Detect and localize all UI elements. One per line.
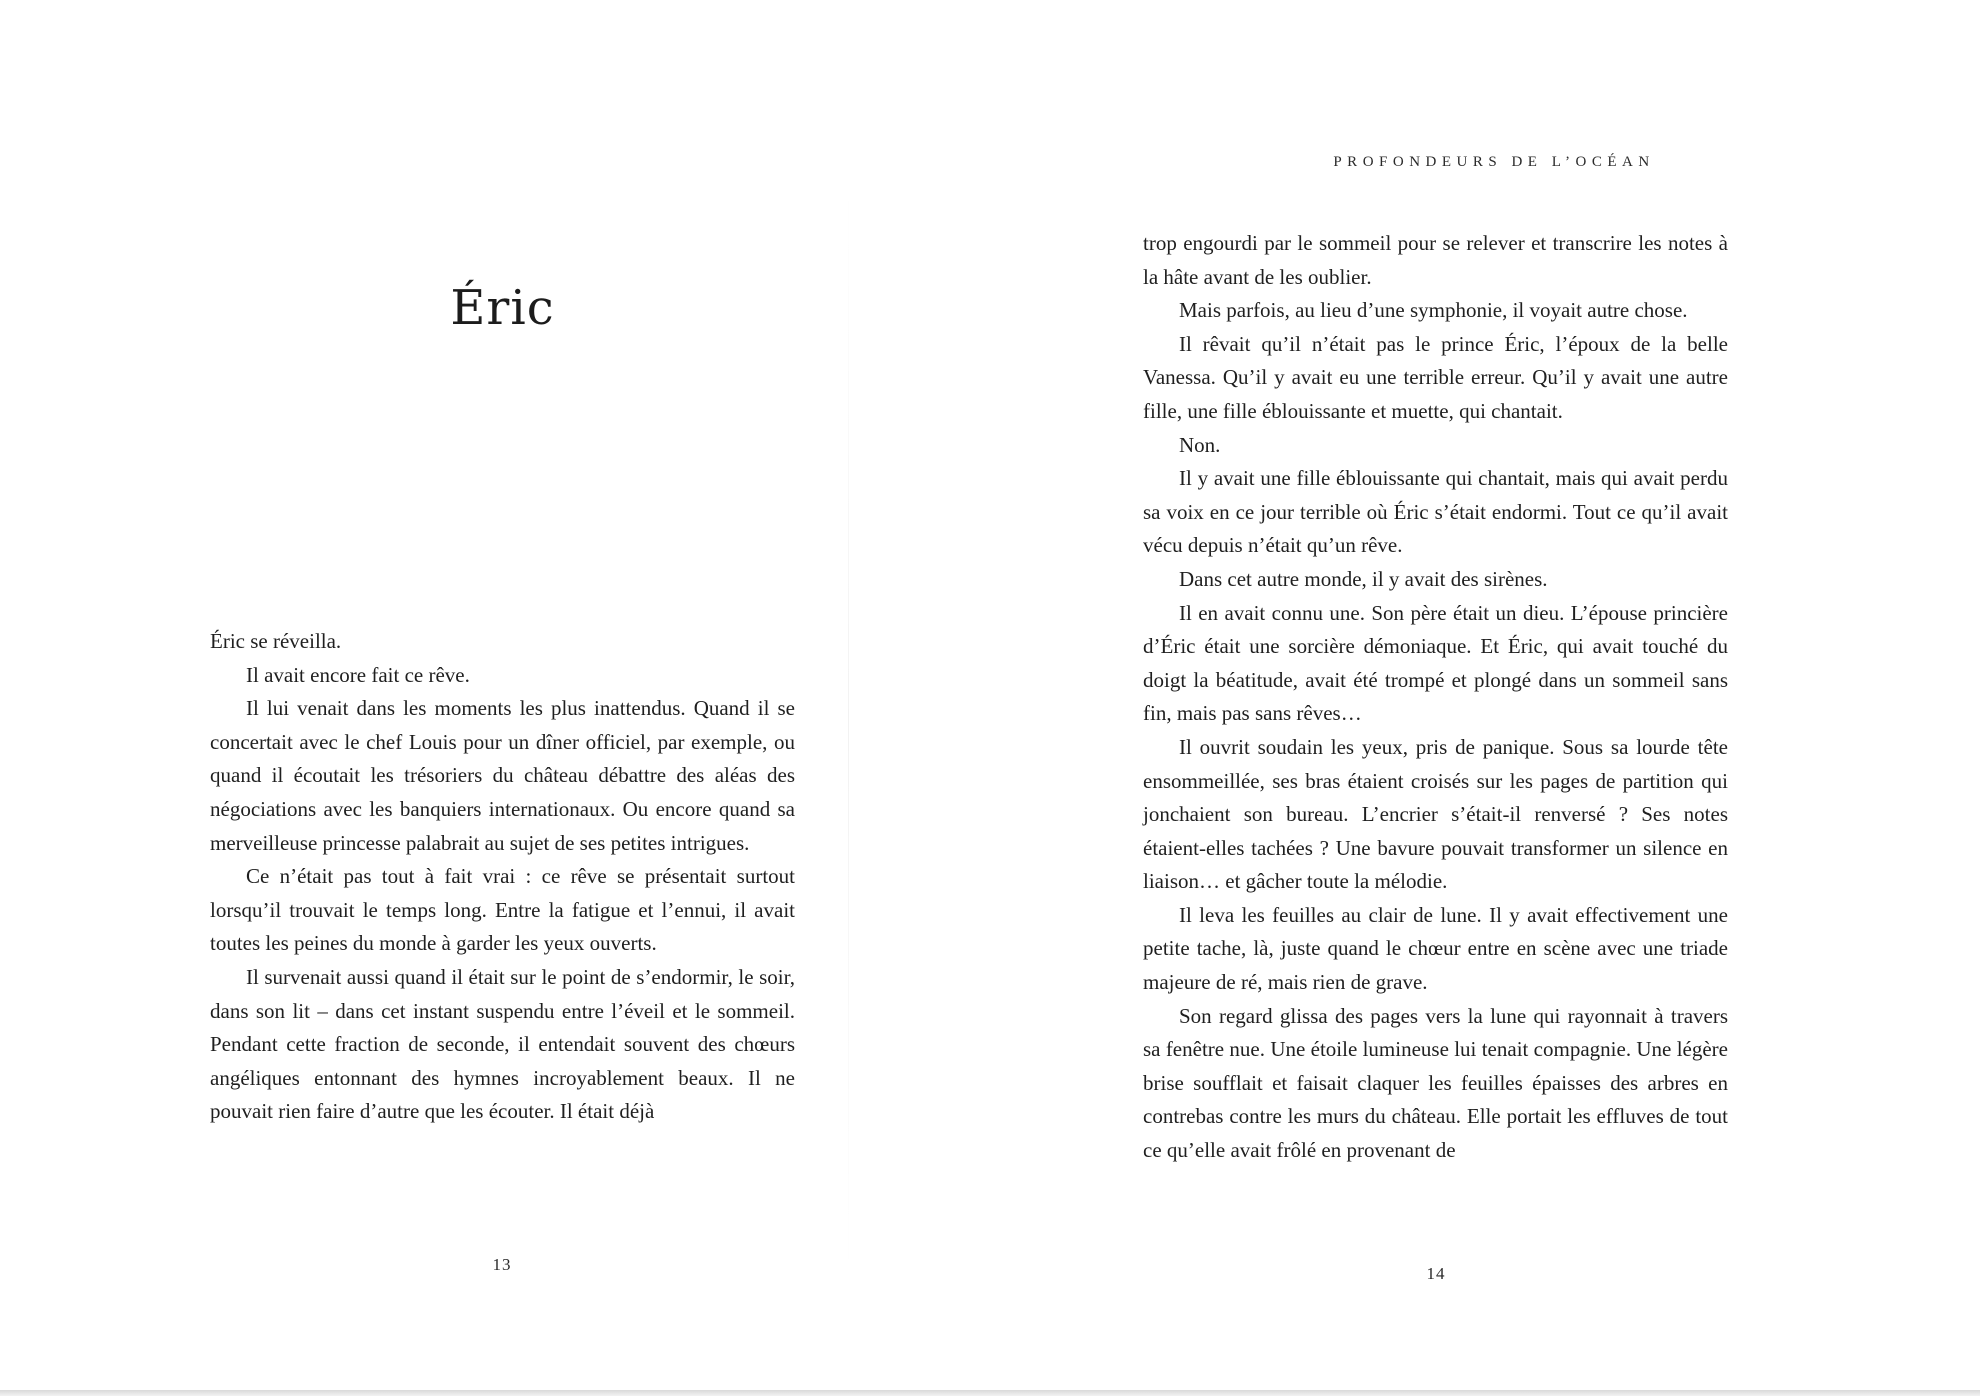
paragraph: Éric se réveilla. bbox=[210, 629, 342, 653]
right-page-body bbox=[1143, 227, 1728, 1168]
paragraph: Il en avait connu une. Son père était un dieu. L’épouse princière d’Éric était une sorcière démoniaque. Et Éric, qui avait touché du doigt la béatitude, avait été trompé et plongé dans un sommeil sans fin, mais pas sans rêves… bbox=[1143, 600, 1728, 726]
paragraph: trop engourdi par le sommeil pour se relever et transcrire les notes à la hâte avant de les oublier. bbox=[1143, 231, 1728, 289]
chapter-title: Éric bbox=[450, 280, 555, 336]
paragraph: Il lui venait dans les moments les plus inattendus. Quand il se concertait avec le chef Louis pour un dîner officiel, par exemple, ou quand il écoutait les trésoriers du château débattre des aléas des négociations avec les banquiers internationaux. Ou encore quand sa merveilleuse princesse palabrait au sujet de ses petites intrigues. bbox=[210, 696, 795, 855]
paragraph: Ce n’était pas tout à fait vrai : ce rêve se présentait surtout lorsqu’il trouvait le temps long. Entre la fatigue et l’ennui, il avait toutes les peines du monde à garder les yeux ouverts. bbox=[210, 864, 795, 956]
right-page bbox=[990, 0, 1980, 1400]
book-gutter bbox=[848, 180, 849, 1280]
paragraph: Il avait encore fait ce rêve. bbox=[246, 662, 470, 687]
paragraph: Son regard glissa des pages vers la lune qui rayonnait à travers sa fenêtre nue. Une étoile lumineuse lui tenait compagnie. Une légère brise soufflait et faisait claquer les feuilles épaisses des arbres en contrebas contre les murs du château. Elle portait les effluves de tout ce qu’elle avait frôlé en provenant de bbox=[1143, 1003, 1728, 1163]
paragraph: Il y avait une fille éblouissante qui chantait, mais qui avait perdu sa voix en ce jour terrible où Éric s’était endormi. Tout ce qu’il avait vécu depuis n’était qu’un rêve. bbox=[1143, 466, 1728, 558]
paragraph: Non. bbox=[1179, 432, 1221, 457]
left-page-body bbox=[210, 625, 795, 1129]
paragraph: Il leva les feuilles au clair de lune. Il y avait effectivement une petite tache, là, juste quand le chœur entre en scène avec une triade majeure de ré, mais rien de grave. bbox=[1143, 902, 1728, 995]
paragraph: Mais parfois, au lieu d’une symphonie, il voyait autre chose. bbox=[1179, 298, 1688, 323]
running-head: PROFONDEURS DE L’OCÉAN bbox=[1333, 154, 1655, 170]
paragraph: Dans cet autre monde, il y avait des sirènes. bbox=[1179, 566, 1548, 591]
page-number-left: 13 bbox=[492, 1255, 512, 1274]
paragraph: Il ouvrit soudain les yeux, pris de panique. Sous sa lourde tête ensommeillée, ses bras étaient croisés sur les pages de partition qui jonchaient son bureau. L’encrier s’était-il renversé ? Ses notes étaient-elles tachées ? Une bavure pouvait transformer un silence en liaison… et gâcher toute la mélodie. bbox=[1143, 734, 1728, 894]
page-number-right: 14 bbox=[1426, 1264, 1446, 1283]
scan-bottom-edge bbox=[0, 1390, 1980, 1396]
paragraph: Il rêvait qu’il n’était pas le prince Éric, l’époux de la belle Vanessa. Qu’il y avait eu une terrible erreur. Qu’il y avait une autre fille, une fille éblouissante et muette, qui chantait. bbox=[1143, 331, 1728, 423]
paragraph: Il survenait aussi quand il était sur le point de s’endormir, le soir, dans son lit – dans cet instant suspendu entre l’éveil et le sommeil. Pendant cette fraction de seconde, il entendait souvent des chœurs angéliques entonnant des hymnes incroyablement beaux. Il ne pouvait rien faire d’autre que les écouter. Il était déjà bbox=[210, 964, 795, 1124]
